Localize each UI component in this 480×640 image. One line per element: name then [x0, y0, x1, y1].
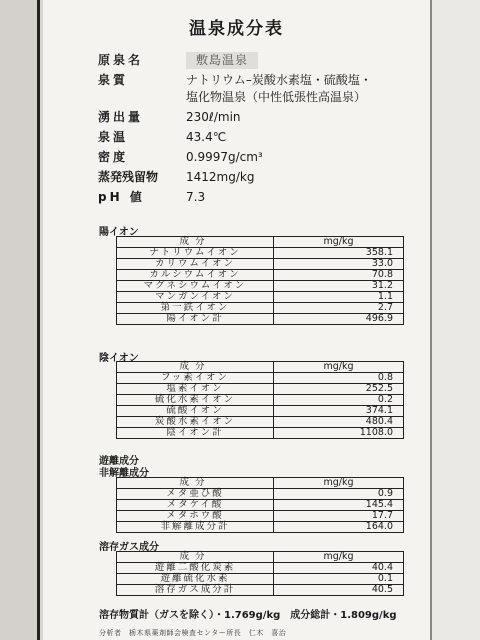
anion-section-label: 陰イオン [99, 353, 139, 364]
row-name: マグネシウムイオン [117, 281, 274, 292]
table-row [117, 292, 404, 303]
info-row-source [98, 52, 416, 69]
ph-value: 7.3 [186, 190, 206, 204]
row-name: 炭酸水素イオン [117, 417, 274, 428]
row-value: 2.7 [274, 303, 404, 314]
total-name: 溶存ガス成分計 [117, 585, 274, 596]
row-name: 硫化水素イオン [117, 395, 274, 406]
table-header [117, 237, 404, 248]
row-value: 145.4 [274, 500, 404, 511]
table-row [117, 511, 404, 522]
table-row [117, 303, 404, 314]
table-row [117, 500, 404, 511]
non-dissociated-section-label: 非解離成分 [99, 468, 149, 479]
row-value: 0.2 [274, 395, 404, 406]
density-value: 0.9997g/cm³ [186, 150, 263, 164]
residue-value: 1412mg/kg [186, 170, 255, 184]
info-row-temp [98, 129, 416, 146]
table-total-row [117, 314, 404, 325]
row-value: 252.5 [274, 384, 404, 395]
source-value: 敷島温泉 [186, 52, 258, 69]
row-name: フッ素イオン [117, 373, 274, 384]
temp-value: 43.4℃ [186, 130, 227, 144]
density-label: 密度 [98, 150, 129, 164]
table-row [117, 417, 404, 428]
header-name: 成分 [117, 362, 274, 373]
table-row [117, 270, 404, 281]
source-label: 原泉名 [98, 53, 144, 67]
flow-label: 湧出量 [98, 110, 144, 124]
analyst-text: 分析者 栃木県薬剤師会検査センター所長 仁木 喜治 [99, 629, 287, 637]
ph-label: pH 値 [98, 190, 145, 204]
table-row [117, 395, 404, 406]
table-row [117, 248, 404, 259]
row-name: 遊離硫化水素 [117, 574, 274, 585]
table-total-row [117, 522, 404, 533]
table-row [117, 259, 404, 270]
header-unit: mg/kg [274, 362, 404, 373]
total-value: 164.0 [274, 522, 404, 533]
row-name: カリウムイオン [117, 259, 274, 270]
row-value: 0.1 [274, 574, 404, 585]
cation-section-label: 陽イオン [99, 227, 139, 238]
row-value: 480.4 [274, 417, 404, 428]
table-row [117, 574, 404, 585]
info-row-ph [98, 189, 416, 206]
temp-label: 泉温 [98, 130, 129, 144]
row-value: 358.1 [274, 248, 404, 259]
row-name: 硫酸イオン [117, 406, 274, 417]
non-dissociated-table [116, 477, 404, 533]
info-row-residue [98, 169, 416, 186]
header-name: 成分 [117, 552, 274, 563]
table-header [117, 362, 404, 373]
cation-table [116, 236, 404, 325]
total-value: 496.9 [274, 314, 404, 325]
total-value: 40.5 [274, 585, 404, 596]
free-section-label: 遊離成分 [99, 456, 139, 467]
table-row [117, 384, 404, 395]
wall-right [430, 0, 480, 640]
row-value: 0.8 [274, 373, 404, 384]
hot-spring-analysis-sheet [43, 0, 430, 640]
row-name: 第一鉄イオン [117, 303, 274, 314]
info-row-flow [98, 109, 416, 126]
row-name: メタケイ酸 [117, 500, 274, 511]
anion-table [116, 361, 404, 439]
header-unit: mg/kg [274, 552, 404, 563]
row-name: メタホウ酸 [117, 511, 274, 522]
spring-info [98, 52, 416, 209]
quality-value-line1: ナトリウム–炭酸水素塩・硫酸塩・ [186, 73, 372, 87]
row-value: 374.1 [274, 406, 404, 417]
total-name: 非解離成分計 [117, 522, 274, 533]
gas-table [116, 551, 404, 596]
table-row [117, 406, 404, 417]
table-row [117, 281, 404, 292]
header-name: 成分 [117, 237, 274, 248]
page-title: 温泉成分表 [189, 19, 284, 39]
info-row-quality [98, 72, 416, 106]
info-row-density [98, 149, 416, 166]
row-value: 31.2 [274, 281, 404, 292]
row-name: メタ亜ひ酸 [117, 489, 274, 500]
table-header [117, 552, 404, 563]
table-row [117, 489, 404, 500]
row-name: ナトリウムイオン [117, 248, 274, 259]
residue-label: 蒸発残留物 [98, 170, 159, 184]
row-value: 40.4 [274, 563, 404, 574]
total-name: 陽イオン計 [117, 314, 274, 325]
row-name: 塩素イオン [117, 384, 274, 395]
table-total-row [117, 428, 404, 439]
gas-section-label: 溶存ガス成分 [99, 542, 159, 553]
row-name: 遊離二酸化炭素 [117, 563, 274, 574]
table-header [117, 478, 404, 489]
row-name: カルシウムイオン [117, 270, 274, 281]
table-total-row [117, 585, 404, 596]
row-name: マンガンイオン [117, 292, 274, 303]
row-value: 70.8 [274, 270, 404, 281]
row-value: 33.0 [274, 259, 404, 270]
total-name: 陰イオン計 [117, 428, 274, 439]
flow-value: 230ℓ/min [186, 110, 241, 124]
dissolved-total-text: 溶存物質計（ガスを除く）・1.769g/kg 成分総計・1.809g/kg [99, 610, 397, 621]
table-row [117, 563, 404, 574]
header-unit: mg/kg [274, 478, 404, 489]
row-value: 0.9 [274, 489, 404, 500]
quality-value-line2: 塩化物温泉（中性低張性高温泉） [186, 90, 367, 104]
quality-label: 泉質 [98, 73, 129, 87]
board-frame-left [0, 0, 40, 640]
header-unit: mg/kg [274, 237, 404, 248]
table-row [117, 373, 404, 384]
row-value: 17.7 [274, 511, 404, 522]
total-value: 1108.0 [274, 428, 404, 439]
header-name: 成分 [117, 478, 274, 489]
row-value: 1.1 [274, 292, 404, 303]
